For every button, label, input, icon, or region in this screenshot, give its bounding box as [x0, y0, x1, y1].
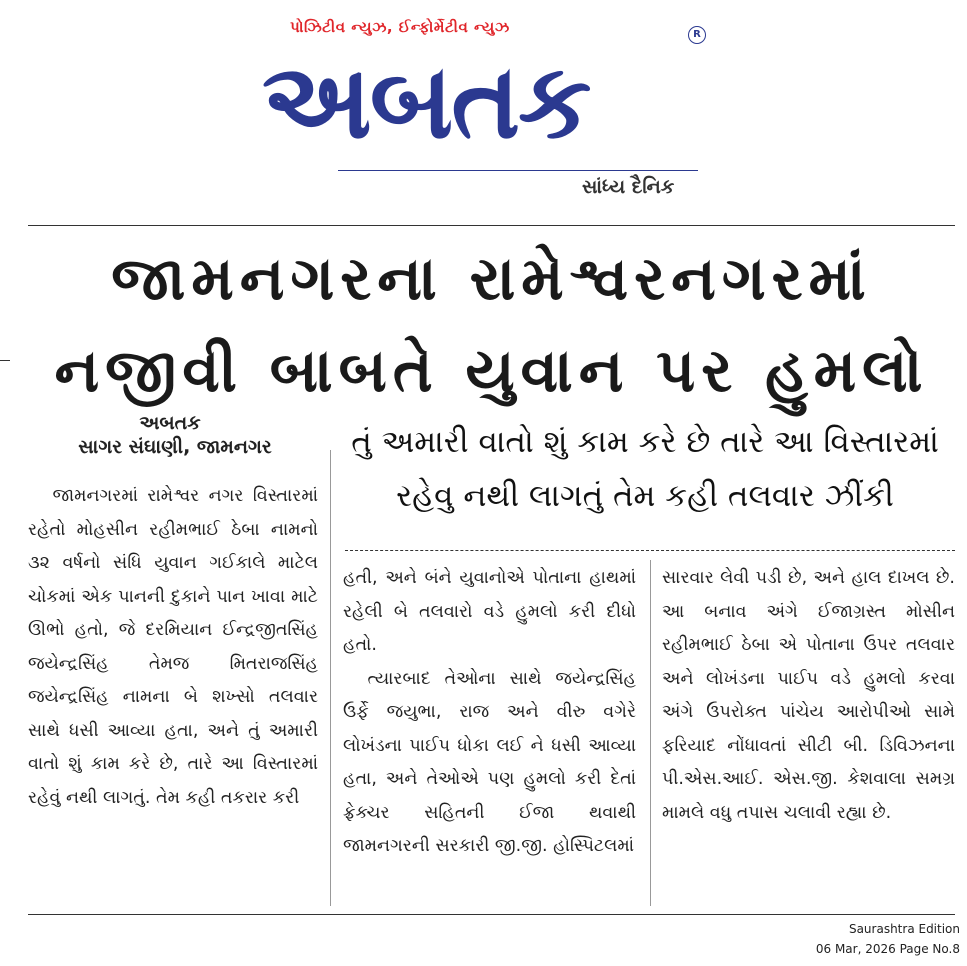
date-page-label: 06 Mar, 2026 Page No.8	[815, 942, 960, 956]
header-divider	[28, 225, 955, 226]
paragraph: હતી, અને બંને યુવાનોએ પોતાના હાથમાં રહેલી બે તલવારો વડે હુમલો કરી દીધો હતો.	[343, 568, 636, 655]
logo-underline	[338, 170, 698, 171]
article-column-2	[343, 562, 636, 864]
registered-mark-icon: R	[688, 26, 706, 44]
paragraph: જામનગરમાં રામેશ્વર નગર વિસ્તારમાં રહેતો મોહસીન રહીમભાઈ ઠેબા નામનો ૩૨ વર્ષનો સંધિ યુવાન ગઈકાલે માટેલ ચોકમાં એક પાનની દુકાને પાન ખાવા માટે ઊભો હતો, જે દરમિયાન ઈન્દ્રજીતસિંહ જયેન્દ્રસિંહ તેમજ મિતરાજસિંહ જયેન્દ્રસિંહ નામના બે શખ્સો તલવાર સાથે ધસી આવ્યા હતા, અને તું અમારી વાતો શું કામ કરે છે, તારે આ વિસ્તારમાં રહેવું નથી લાગતું. તેમ કહી તકરાર કરી	[28, 486, 318, 808]
headline-line-1: જામનગરના રામેશ્વરનગરમાં	[111, 244, 872, 314]
deck-divider	[345, 550, 955, 551]
masthead-tagline: પોઝિટીવ ન્યુઝ, ઈન્ફોર્મેટીવ ન્યુઝ	[290, 18, 510, 36]
column-divider	[330, 450, 331, 906]
byline-author: સાગર સંઘાણી, જામનગર	[78, 436, 272, 458]
byline-source: અબતક	[139, 412, 201, 434]
headline-line-2: નજીવી બાબતે યુવાન પર હુમલો	[54, 336, 929, 406]
column-divider	[650, 560, 651, 906]
edition-label: Saurashtra Edition	[848, 922, 960, 936]
footer-divider	[28, 914, 955, 915]
article-column-1	[28, 480, 318, 815]
paragraph: સારવાર લેવી પડી છે, અને હાલ દાખલ છે. આ બનાવ અંગે ઈજાગ્રસ્ત મોસીન રહીમભાઈ ઠેબા એ પોતાના ઉપર તલવાર અને લોખંડના પાઈપ વડે હુમલો કરવા અંગે ઉપરોક્ત પાંચેય આરોપીઓ સામે ફરિયાદ નોંધાવતાં સીટી બી. ડિવિઝનના પી.એસ.આઈ. એસ.જી. કેશવાલા સમગ્ર મામલે વધુ તપાસ ચલાવી રહ્યા છે.	[662, 568, 955, 823]
paragraph: ત્યારબાદ તેઓના સાથે જયેન્દ્રસિંહ ઉર્ફે જયુભા, રાજ અને વીરુ વગેરે લોખંડના પાઈપ ધોકા લઈ ને ધસી આવ્યા હતા, અને તેઓએ પણ હુમલો કરી દેતાં ફ્રેક્ચર સહિતની ઈજા થવાથી જામનગરની સરકારી જી.જી. હોસ્પિટલમાં	[343, 668, 636, 856]
deck-line-2: રહેવુ નથી લાગતું તેમ કહી તલવાર ઝીંકી	[396, 478, 894, 514]
article-column-3	[662, 562, 955, 830]
masthead-subtitle: સાંધ્ય દૈનિક	[582, 176, 675, 198]
deck-line-1: તું અમારી વાતો શું કામ કરે છે તારે આ વિસ્તારમાં	[351, 424, 939, 460]
masthead-logo: અબતક	[262, 46, 590, 156]
margin-tick	[0, 360, 10, 361]
